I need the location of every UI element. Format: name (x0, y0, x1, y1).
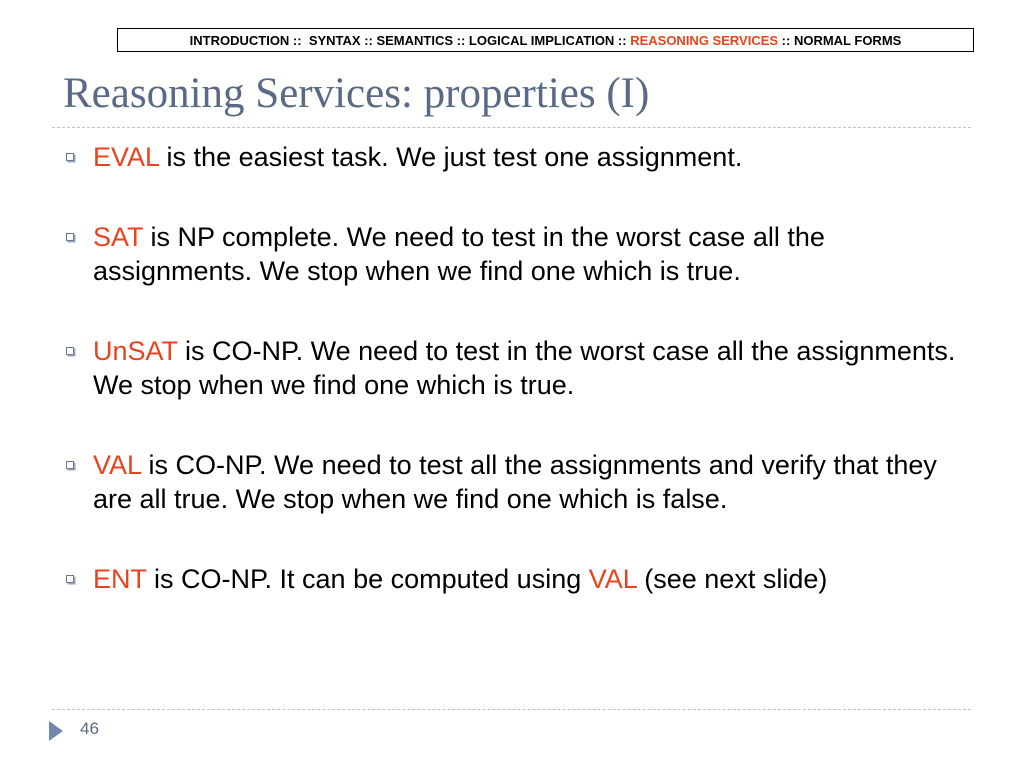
nav-intro: INTRODUCTION :: (189, 32, 306, 48)
bullet-text: is CO-NP. We need to test all the assignments and verify that they are all true. We stop when we find one which is false. (93, 450, 937, 514)
square-bullet-icon (66, 233, 74, 241)
nav-semantics: SEMANTICS :: (376, 32, 469, 48)
footer-divider (52, 709, 971, 710)
square-bullet-icon (66, 461, 74, 469)
nav-reasoning-services-active: REASONING SERVICES (630, 32, 779, 48)
bullet-eval (66, 140, 966, 174)
bullet-term: EVAL (93, 142, 160, 172)
square-bullet-icon (66, 347, 74, 355)
bullet-list (66, 140, 966, 642)
nav-logical-implication: LOGICAL IMPLICATION :: (468, 32, 631, 48)
bullet-sat (66, 220, 966, 288)
bullet-text: is CO-NP. We need to test in the worst case all the assignments. We stop when we find one which is true. (93, 336, 956, 400)
bullet-text: is the easiest task. We just test one assignment. (159, 142, 743, 172)
bullet-text-secondary: (see next slide) (636, 564, 828, 594)
bullet-text: is CO-NP. It can be computed using (146, 564, 589, 594)
nav-separator: :: (778, 32, 794, 48)
bullet-term: ENT (93, 564, 147, 594)
triangle-right-icon (49, 721, 63, 741)
nav-normal-forms: NORMAL FORMS (793, 32, 902, 48)
square-bullet-icon (66, 153, 74, 161)
page-number: 46 (80, 719, 99, 738)
bullet-term: VAL (93, 450, 142, 480)
bullet-term: UnSAT (93, 336, 178, 366)
bullet-text: is NP complete. We need to test in the worst case all the assignments. We stop when we find one which is true. (93, 222, 825, 286)
nav-syntax: SYNTAX :: (305, 32, 377, 48)
slide-title: Reasoning Services: properties (I) (63, 70, 650, 117)
bullet-val (66, 448, 966, 516)
section-navigation-bar (117, 28, 974, 52)
bullet-unsat (66, 334, 966, 402)
bullet-term-secondary: VAL (588, 564, 637, 594)
bullet-ent (66, 562, 966, 596)
bullet-term: SAT (93, 222, 144, 252)
square-bullet-icon (66, 575, 74, 583)
title-divider (52, 127, 971, 128)
